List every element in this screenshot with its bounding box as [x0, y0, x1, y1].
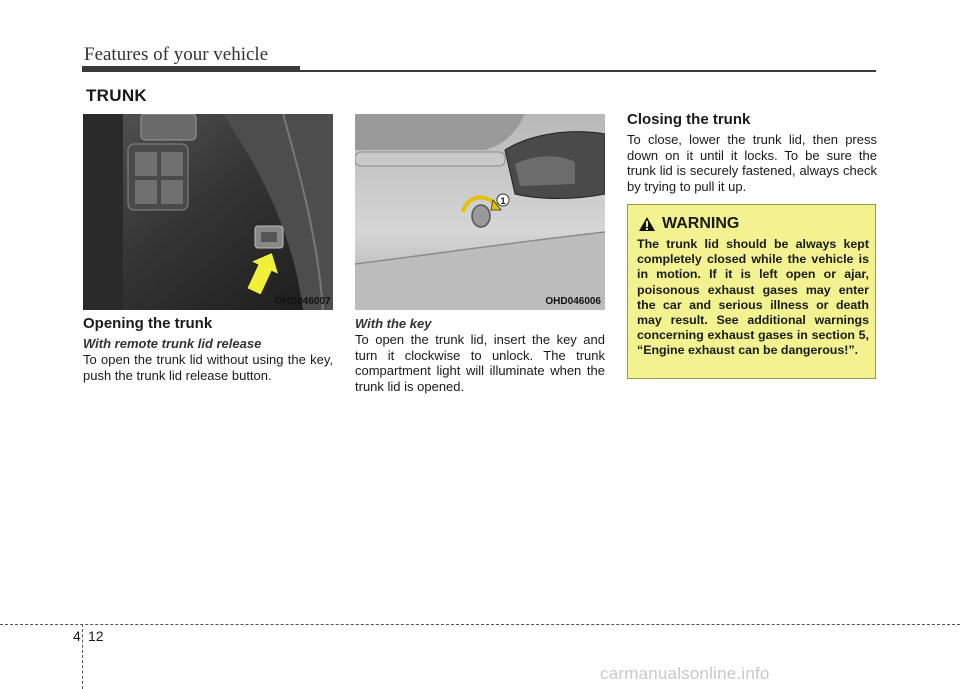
page-number: 12	[88, 628, 104, 644]
key-subheading: With the key	[355, 316, 432, 331]
remote-subheading: With remote trunk lid release	[83, 336, 262, 351]
closing-text: To close, lower the trunk lid, then press down on it until it locks. To be sure the trunk lid is securely fastened, always check by trying to pull it up.	[627, 132, 877, 194]
remote-text: To open the trunk lid without using the key, push the trunk lid release button.	[83, 352, 333, 383]
footer-rule	[0, 624, 960, 625]
trunk-lid-image	[355, 114, 605, 310]
callout-number: 1	[500, 196, 506, 206]
figure-code: OHD046006	[545, 296, 601, 307]
figure-code: OHD046007	[275, 296, 331, 307]
closing-title: Closing the trunk	[627, 111, 751, 128]
key-text: To open the trunk lid, insert the key and turn it clockwise to unlock. The trunk compartment light will illuminate when the trunk lid is opened.	[355, 332, 605, 394]
chapter-number: 4	[73, 628, 81, 644]
opening-title: Opening the trunk	[83, 315, 213, 332]
watermark: carmanualsonline.info	[600, 664, 770, 683]
warning-text: The trunk lid should be always kept completely closed while the vehicle is in motion. If it is left open or ajar, poisonous exhaust gases may enter the car and serious illness or death may result. See additional warnings concerning exhaust gases in section 5, “Engine exhaust can be dangerous!”.	[637, 237, 869, 358]
warning-triangle-icon	[638, 216, 656, 232]
section-title: TRUNK	[86, 86, 147, 105]
header-rule-thin	[300, 70, 876, 72]
key-cylinder-icon	[472, 205, 490, 227]
figure-trunk-key	[355, 114, 605, 310]
warning-header	[638, 215, 739, 233]
warning-title: WARNING	[662, 215, 740, 232]
header-rule-thick	[82, 66, 300, 72]
figure-door-release	[83, 114, 333, 310]
door-panel-image	[83, 114, 333, 310]
footer-vertical-rule	[82, 624, 83, 689]
warning-box	[627, 204, 876, 379]
page-header-title: Features of your vehicle	[84, 44, 269, 65]
